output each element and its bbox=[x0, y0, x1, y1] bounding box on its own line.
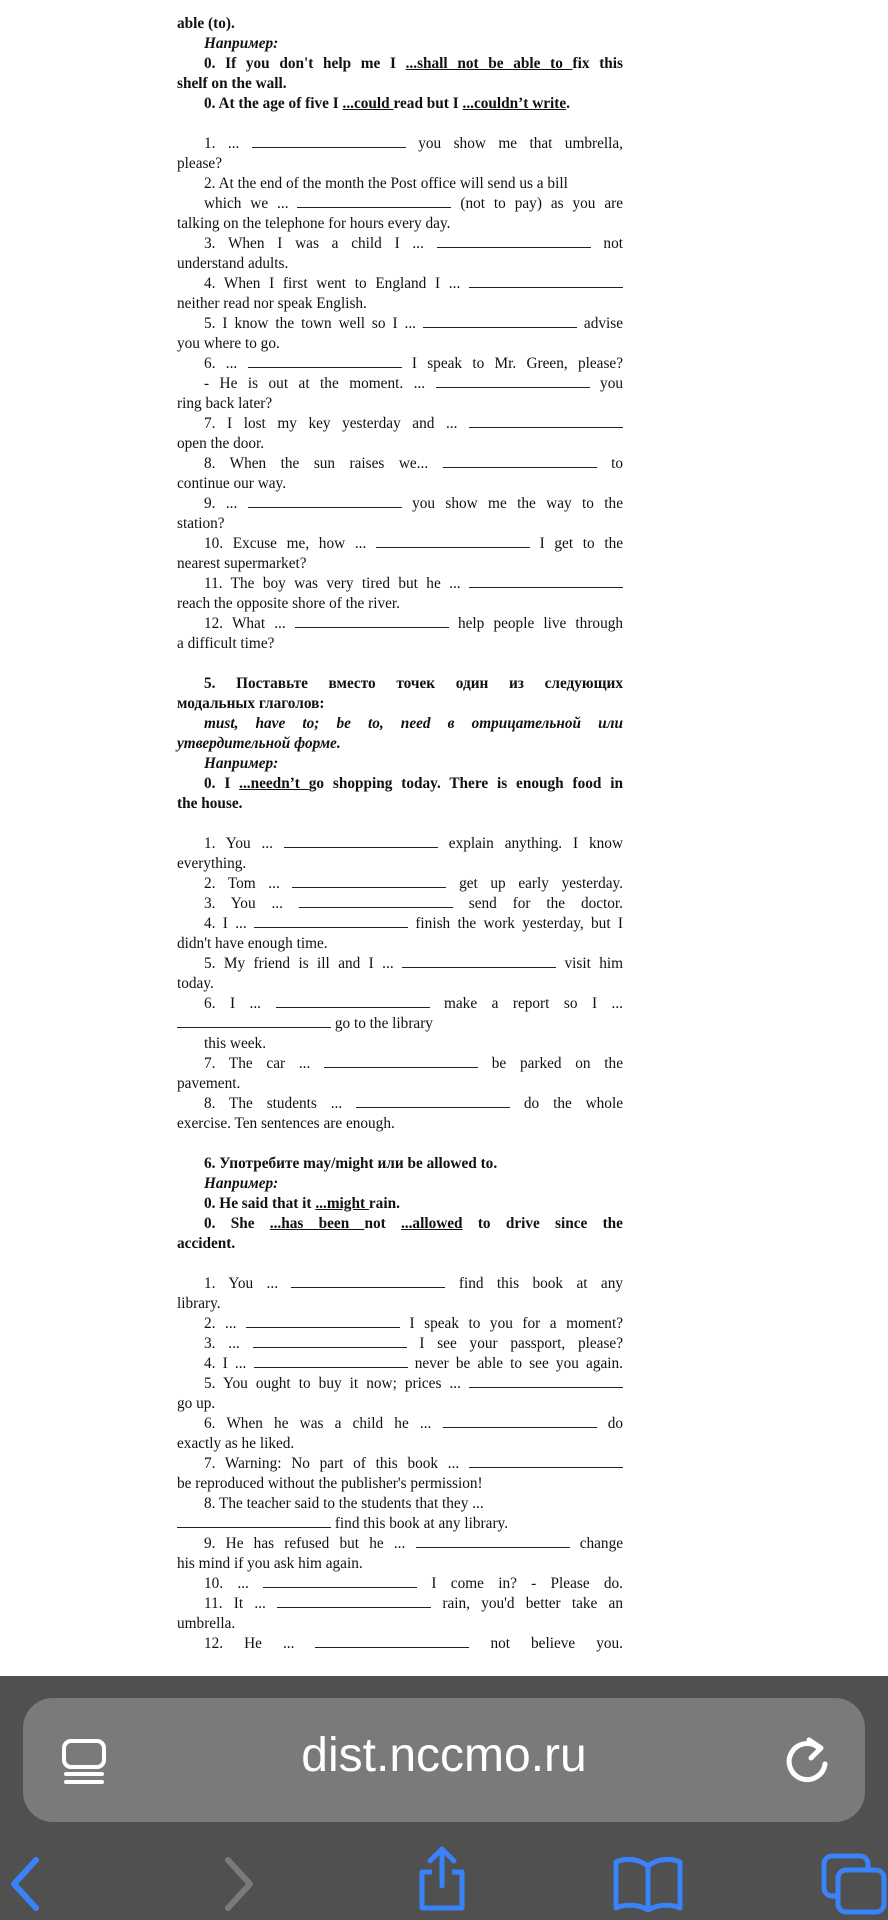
item-text: 12. What ... bbox=[204, 615, 286, 632]
item-text: go up. bbox=[177, 1395, 216, 1412]
answer-blank[interactable] bbox=[469, 414, 623, 428]
answer-blank[interactable] bbox=[416, 1534, 570, 1548]
item-text: - He is out at the moment. ... bbox=[204, 375, 426, 392]
exercise-item bbox=[177, 994, 623, 1014]
item-text: today. bbox=[177, 975, 214, 992]
exercise-item bbox=[177, 914, 623, 934]
item-text: talking on the telephone for hours every day. bbox=[177, 215, 451, 232]
exercise-item bbox=[177, 414, 623, 434]
item-text: 2. At the end of the month the Post office will send us a bill bbox=[204, 175, 568, 192]
item-text: continue our way. bbox=[177, 475, 287, 492]
exercise-item bbox=[177, 574, 623, 594]
top-fragment bbox=[177, 14, 623, 34]
exercise-item bbox=[177, 834, 623, 854]
item-text: 2. Tom ... bbox=[204, 875, 280, 892]
item-text: explain anything. I know bbox=[437, 835, 623, 852]
exercise-item-continued bbox=[177, 334, 623, 354]
item-text: 1. You ... bbox=[204, 835, 273, 852]
modal-verbs bbox=[177, 734, 623, 754]
answer-blank[interactable] bbox=[299, 894, 453, 908]
modal-verbs bbox=[177, 714, 623, 734]
item-text: you where to go. bbox=[177, 335, 280, 352]
exercise-item bbox=[177, 1314, 623, 1334]
forward-icon[interactable] bbox=[222, 1856, 256, 1912]
item-text: everything. bbox=[177, 855, 247, 872]
item-text: 5. I know the town well so I ... bbox=[204, 315, 416, 332]
share-icon[interactable] bbox=[414, 1846, 470, 1912]
answer-blank[interactable] bbox=[276, 994, 430, 1008]
item-text: this week. bbox=[204, 1035, 267, 1052]
exercise-item bbox=[177, 314, 623, 334]
reload-icon[interactable] bbox=[783, 1736, 831, 1786]
item-text: be reproduced without the publisher's permission! bbox=[177, 1475, 483, 1492]
exercise-item-continued bbox=[177, 154, 623, 174]
item-text: neither read nor speak English. bbox=[177, 295, 367, 312]
exercise-item-continued bbox=[177, 554, 623, 574]
exercise-item bbox=[177, 234, 623, 254]
answer-blank[interactable] bbox=[177, 1014, 331, 1028]
exercise-item bbox=[177, 1534, 623, 1554]
example-text: 0. At the age of five I bbox=[204, 95, 343, 112]
item-text: 7. Warning: No part of this book ... bbox=[204, 1455, 460, 1472]
exercise-item-continued bbox=[177, 594, 623, 614]
item-text: 12. He ... bbox=[204, 1635, 295, 1652]
example-text: 0. He said that it bbox=[204, 1195, 316, 1212]
example-text: . bbox=[566, 95, 570, 112]
example-text: 0. I bbox=[204, 775, 240, 792]
example-line bbox=[177, 1214, 623, 1234]
exercise-item-continued bbox=[177, 1554, 623, 1574]
section-title-text: модальных глаголов: bbox=[177, 695, 325, 712]
item-text: (not to pay) as you are bbox=[451, 195, 624, 212]
exercise-item bbox=[177, 1494, 623, 1514]
exercise-item bbox=[177, 1354, 623, 1374]
answer-blank[interactable] bbox=[284, 834, 438, 848]
exercise-item-continued bbox=[177, 1514, 623, 1534]
example-answer: ...might bbox=[315, 1195, 369, 1212]
item-text: I get to the bbox=[529, 535, 624, 552]
example-text: 0. She bbox=[204, 1215, 270, 1232]
exercise-item bbox=[177, 1634, 623, 1654]
answer-blank[interactable] bbox=[252, 134, 406, 148]
item-text: 11. It ... bbox=[204, 1595, 266, 1612]
item-text: you show me that umbrella, bbox=[405, 135, 623, 152]
example-text: rain. bbox=[368, 1195, 400, 1212]
bookmarks-icon[interactable] bbox=[612, 1856, 684, 1912]
example-label-text: Например: bbox=[204, 35, 279, 52]
answer-blank[interactable] bbox=[246, 1314, 400, 1328]
item-text: I see your passport, please? bbox=[406, 1335, 623, 1352]
answer-blank[interactable] bbox=[177, 1514, 331, 1528]
exercise-item bbox=[177, 534, 623, 554]
exercise-item bbox=[177, 1594, 623, 1614]
exercise-item bbox=[177, 274, 623, 294]
example-label bbox=[177, 1174, 623, 1194]
document-page bbox=[177, 14, 623, 1654]
item-text: you bbox=[589, 375, 623, 392]
modal-verbs-text: must, have to; be to, need в отрицательной или bbox=[204, 715, 623, 732]
item-text: 1. You ... bbox=[204, 1275, 279, 1292]
item-text: open the door. bbox=[177, 435, 265, 452]
example-line bbox=[177, 94, 623, 114]
answer-blank[interactable] bbox=[254, 914, 408, 928]
item-text: send for the doctor. bbox=[452, 895, 624, 912]
example-text: 0. If you don't help me I bbox=[204, 55, 406, 72]
item-text: 8. The teacher said to the students that they ... bbox=[204, 1495, 484, 1512]
item-text: you show me the way to the bbox=[401, 495, 623, 512]
item-text: library. bbox=[177, 1295, 221, 1312]
section-title-text: 6. Употребите may/might или be allowed to. bbox=[204, 1155, 498, 1172]
item-text: ring back later? bbox=[177, 395, 273, 412]
answer-blank[interactable] bbox=[291, 1274, 445, 1288]
answer-blank[interactable] bbox=[437, 234, 591, 248]
item-text: exercise. Ten sentences are enough. bbox=[177, 1115, 395, 1132]
item-text: please? bbox=[177, 155, 223, 172]
item-text: 8. When the sun raises we... bbox=[204, 455, 429, 472]
example-line bbox=[177, 54, 623, 74]
item-text: 5. My friend is ill and I ... bbox=[204, 955, 394, 972]
exercise-item-continued bbox=[177, 434, 623, 454]
example-answer: ...shall not be able to bbox=[405, 55, 573, 72]
answer-blank[interactable] bbox=[356, 1094, 510, 1108]
answer-blank[interactable] bbox=[423, 314, 577, 328]
exercise-item bbox=[177, 894, 623, 914]
exercise-item-continued bbox=[177, 1074, 623, 1094]
exercise-item-continued bbox=[177, 634, 623, 654]
answer-blank[interactable] bbox=[315, 1634, 469, 1648]
item-text: not bbox=[590, 235, 623, 252]
example-text: not bbox=[364, 1215, 401, 1232]
example-label bbox=[177, 34, 623, 54]
exercise-item bbox=[177, 1374, 623, 1394]
item-text: reach the opposite shore of the river. bbox=[177, 595, 400, 612]
item-text: 1. ... bbox=[204, 135, 240, 152]
exercise-item bbox=[177, 494, 623, 514]
exercise-item-continued bbox=[177, 294, 623, 314]
example-answer: ...has been bbox=[269, 1215, 365, 1232]
item-text: 8. The students ... bbox=[204, 1095, 343, 1112]
browser-toolbar bbox=[0, 1676, 888, 1920]
example-text: read but I bbox=[393, 95, 463, 112]
answer-blank[interactable] bbox=[324, 1054, 478, 1068]
item-text: advise bbox=[576, 315, 624, 332]
example-text: the house. bbox=[177, 795, 243, 812]
example-line bbox=[177, 74, 623, 94]
answer-blank[interactable] bbox=[292, 874, 446, 888]
example-text: to drive since the bbox=[462, 1215, 623, 1232]
example-label-text: Например: bbox=[204, 1175, 279, 1192]
exercise-item bbox=[177, 954, 623, 974]
exercise-item bbox=[177, 354, 623, 374]
item-text: umbrella. bbox=[177, 1615, 236, 1632]
exercise-item bbox=[177, 1414, 623, 1434]
answer-blank[interactable] bbox=[248, 494, 402, 508]
answer-blank[interactable] bbox=[436, 374, 590, 388]
example-label-text: Например: bbox=[204, 755, 279, 772]
section-title-text: 5. Поставьте вместо точек один из следующих bbox=[204, 675, 623, 692]
answer-blank[interactable] bbox=[297, 194, 451, 208]
item-text: do the whole bbox=[510, 1095, 623, 1112]
item-text: I come in? - Please do. bbox=[417, 1575, 623, 1592]
answer-blank[interactable] bbox=[443, 454, 597, 468]
exercise-item-continued bbox=[177, 1034, 623, 1054]
exercise-item bbox=[177, 454, 623, 474]
answer-blank[interactable] bbox=[469, 274, 623, 288]
item-text: which we ... bbox=[204, 195, 289, 212]
top-fragment-text: able (to). bbox=[177, 15, 235, 32]
answer-blank[interactable] bbox=[254, 1354, 408, 1368]
exercise-item-continued bbox=[177, 1294, 623, 1314]
item-text: understand adults. bbox=[177, 255, 289, 272]
item-text: 6. When he was a child he ... bbox=[204, 1415, 432, 1432]
exercise-item-continued bbox=[177, 1474, 623, 1494]
item-text: find this book at any bbox=[445, 1275, 623, 1292]
answer-blank[interactable] bbox=[469, 1374, 623, 1388]
item-text: station? bbox=[177, 515, 225, 532]
exercise-item bbox=[177, 1094, 623, 1114]
answer-blank[interactable] bbox=[376, 534, 530, 548]
answer-blank[interactable] bbox=[469, 1454, 623, 1468]
section-6-title bbox=[177, 1154, 623, 1174]
answer-blank[interactable] bbox=[469, 574, 623, 588]
exercise-item-continued bbox=[177, 934, 623, 954]
example-text: shelf on the wall. bbox=[177, 75, 287, 92]
exercise-item-continued bbox=[177, 854, 623, 874]
item-text: 4. I ... bbox=[204, 915, 247, 932]
example-label bbox=[177, 754, 623, 774]
item-text: his mind if you ask him again. bbox=[177, 1555, 363, 1572]
modal-verbs-text: утвердительной форме. bbox=[177, 735, 341, 752]
item-text: visit him bbox=[556, 955, 624, 972]
example-text: accident. bbox=[177, 1235, 236, 1252]
exercise-item bbox=[177, 1574, 623, 1594]
item-text: I speak to Mr. Green, please? bbox=[401, 355, 623, 372]
example-answer: ...needn’t bbox=[239, 775, 309, 792]
example-line bbox=[177, 1234, 623, 1254]
exercise-item-continued bbox=[177, 1014, 623, 1034]
exercise-item-continued bbox=[177, 1614, 623, 1634]
item-text: 10. Excuse me, how ... bbox=[204, 535, 367, 552]
item-text: 4. When I first went to England I ... bbox=[204, 275, 461, 292]
exercise-item-continued bbox=[177, 474, 623, 494]
exercise-item bbox=[177, 1454, 623, 1474]
exercise-item bbox=[177, 374, 623, 394]
item-text: be parked on the bbox=[478, 1055, 623, 1072]
back-icon[interactable] bbox=[8, 1856, 42, 1912]
item-text: go to the library bbox=[331, 1015, 433, 1032]
item-text: 11. The boy was very tired but he ... bbox=[204, 575, 461, 592]
item-text: 6. ... bbox=[204, 355, 238, 372]
example-answer: ...allowed bbox=[400, 1215, 463, 1232]
item-text: 5. You ought to buy it now; prices ... bbox=[204, 1375, 461, 1392]
item-text: 3. You ... bbox=[204, 895, 283, 912]
address-bar[interactable] bbox=[23, 1698, 865, 1822]
item-text: get up early yesterday. bbox=[446, 875, 624, 892]
item-text: 10. ... bbox=[204, 1575, 249, 1592]
item-text: pavement. bbox=[177, 1075, 241, 1092]
answer-blank[interactable] bbox=[402, 954, 556, 968]
item-text: exactly as he liked. bbox=[177, 1435, 295, 1452]
answer-blank[interactable] bbox=[277, 1594, 431, 1608]
item-text: to bbox=[596, 455, 624, 472]
answer-blank[interactable] bbox=[443, 1414, 597, 1428]
exercise-item bbox=[177, 614, 623, 634]
url-text[interactable]: dist.nccmo.ru bbox=[301, 1729, 587, 1782]
item-text: 9. ... bbox=[204, 495, 238, 512]
item-text: rain, you'd better take an bbox=[431, 1595, 623, 1612]
example-answer: ...couldn’t write bbox=[462, 95, 567, 112]
exercise-item bbox=[177, 874, 623, 894]
exercise-item bbox=[177, 1274, 623, 1294]
answer-blank[interactable] bbox=[253, 1334, 407, 1348]
item-text: 2. ... bbox=[204, 1315, 237, 1332]
exercise-item-continued bbox=[177, 1114, 623, 1134]
exercise-item bbox=[177, 1334, 623, 1354]
exercise-item-continued bbox=[177, 214, 623, 234]
item-text: make a report so I ... bbox=[429, 995, 623, 1012]
exercise-item bbox=[177, 174, 623, 194]
item-text: do bbox=[596, 1415, 624, 1432]
example-text: go shopping today. There is enough food in bbox=[308, 775, 623, 792]
item-text: 4. I ... bbox=[204, 1355, 247, 1372]
example-answer: ...could bbox=[342, 95, 394, 112]
example-text: fix this bbox=[572, 55, 624, 72]
item-text: I speak to you for a moment? bbox=[400, 1315, 623, 1332]
section-5-title bbox=[177, 674, 623, 694]
item-text: help people live through bbox=[448, 615, 624, 632]
item-text: change bbox=[569, 1535, 624, 1552]
exercise-item bbox=[177, 1054, 623, 1074]
answer-blank[interactable] bbox=[295, 614, 449, 628]
exercise-item bbox=[177, 194, 623, 214]
exercise-item-continued bbox=[177, 1394, 623, 1414]
item-text: finish the work yesterday, but I bbox=[408, 915, 623, 932]
example-line bbox=[177, 1194, 623, 1214]
item-text: 6. I ... bbox=[204, 995, 262, 1012]
example-line bbox=[177, 774, 623, 794]
tabs-icon[interactable] bbox=[820, 1852, 888, 1916]
exercise-item-continued bbox=[177, 974, 623, 994]
example-line bbox=[177, 794, 623, 814]
exercise-item bbox=[177, 134, 623, 154]
item-text: 7. The car ... bbox=[204, 1055, 311, 1072]
item-text: a difficult time? bbox=[177, 635, 275, 652]
answer-blank[interactable] bbox=[263, 1574, 417, 1588]
exercise-item-continued bbox=[177, 1434, 623, 1454]
item-text: didn't have enough time. bbox=[177, 935, 328, 952]
item-text: 7. I lost my key yesterday and ... bbox=[204, 415, 458, 432]
item-text: 3. ... bbox=[204, 1335, 240, 1352]
item-text: 9. He has refused but he ... bbox=[204, 1535, 406, 1552]
exercise-item-continued bbox=[177, 254, 623, 274]
item-text: find this book at any library. bbox=[331, 1515, 509, 1532]
exercise-item-continued bbox=[177, 394, 623, 414]
item-text: 3. When I was a child I ... bbox=[204, 235, 424, 252]
exercise-item-continued bbox=[177, 514, 623, 534]
section-5-title bbox=[177, 694, 623, 714]
item-text: never be able to see you again. bbox=[407, 1355, 623, 1372]
answer-blank[interactable] bbox=[248, 354, 402, 368]
item-text: not believe you. bbox=[469, 1635, 623, 1652]
item-text: nearest supermarket? bbox=[177, 555, 307, 572]
